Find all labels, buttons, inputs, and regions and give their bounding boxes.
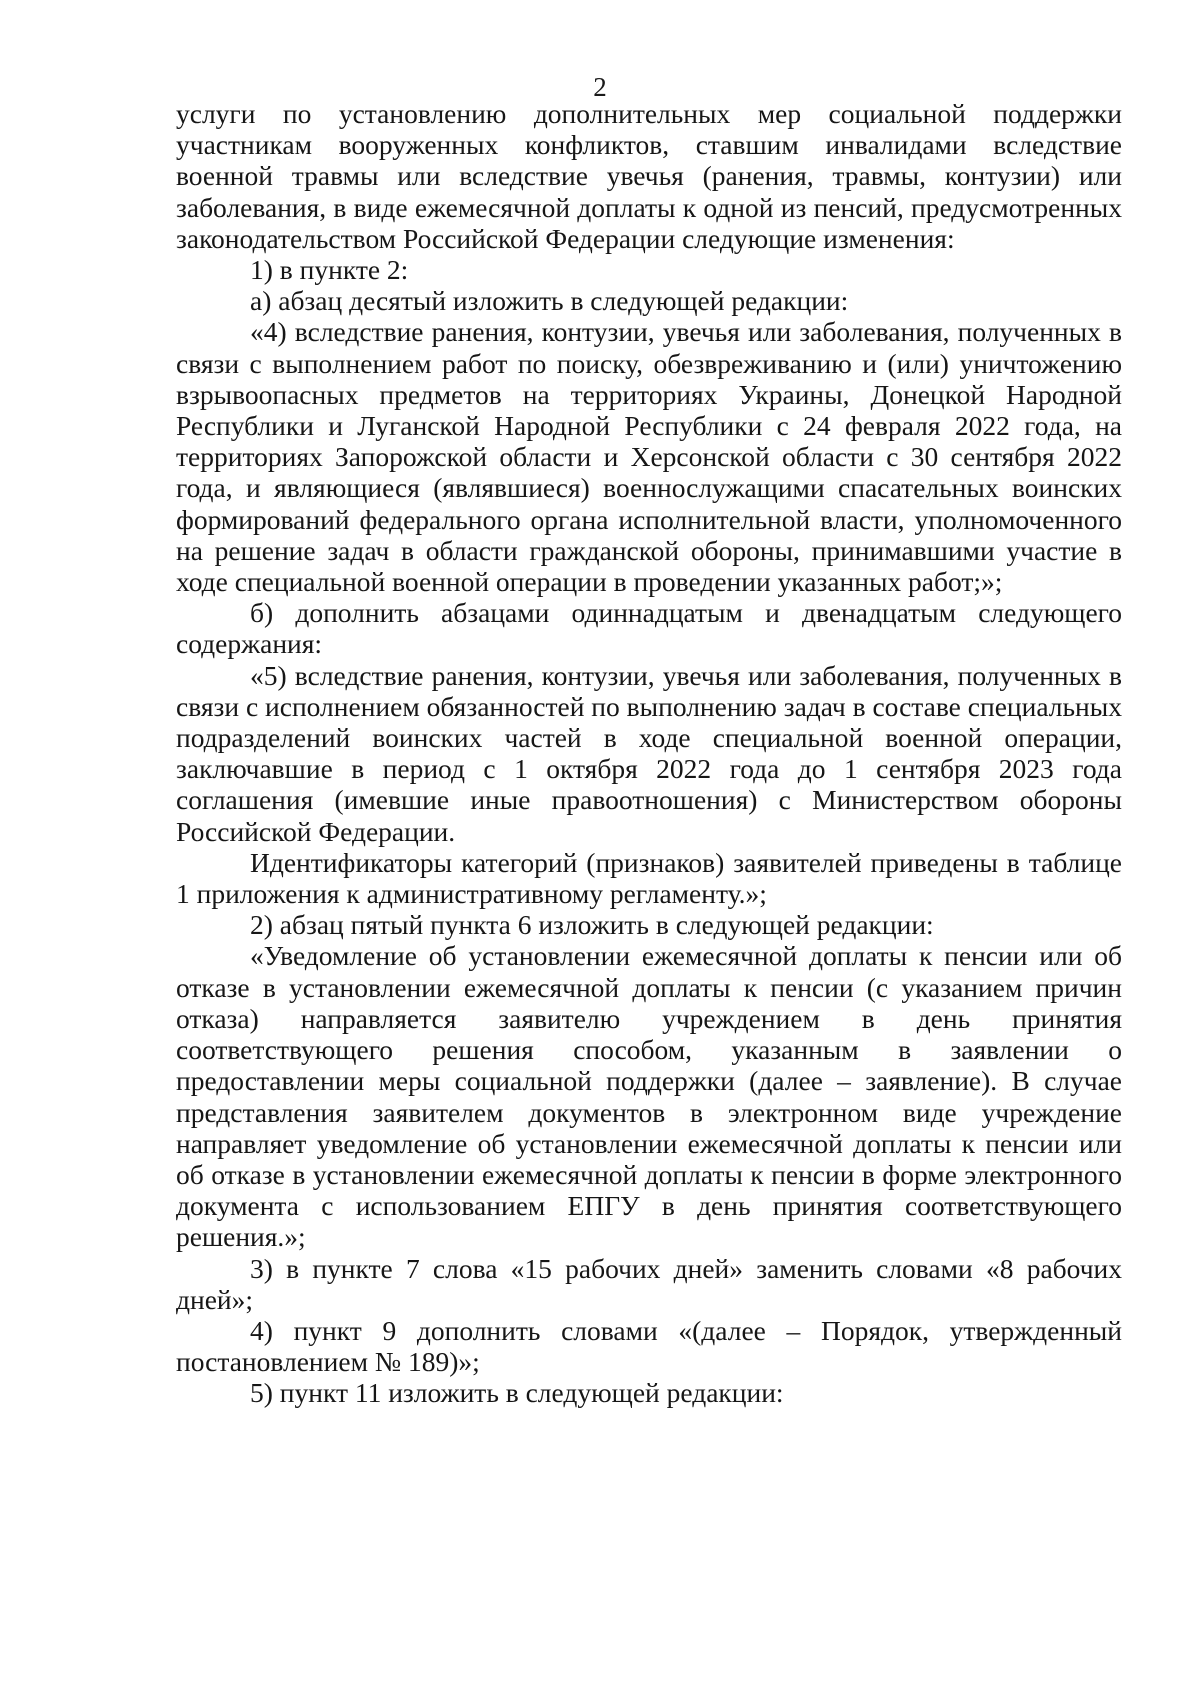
- paragraph-item-4: 4) пункт 9 дополнить словами «(далее – Порядок, утвержденный постановлением № 189)»;: [176, 1314, 1122, 1378]
- paragraph-item-1b: б) дополнить абзацами одиннадцатым и двенадцатым следующего содержания:: [176, 597, 1122, 660]
- paragraph-identifiers: Идентификаторы категорий (признаков) заявителей приведены в таблице 1 приложения к административному регламенту.»;: [176, 846, 1122, 910]
- document-body: [176, 98, 1122, 1409]
- paragraph-quote-5: «5) вследствие ранения, контузии, увечья или заболевания, полученных в связи с исполнением обязанностей по выполнению задач в составе специальных подразделений воинских частей в ходе специальной военной операции, заключавшие в период с 1 октября 2022 года до 1 сентября 2023 года соглашения (имевшие иные правоотношения) с Министерством обороны Российской Федерации.: [176, 659, 1122, 847]
- paragraph-item-1: 1) в пункте 2:: [250, 254, 409, 286]
- paragraph-item-5: 5) пункт 11 изложить в следующей редакции:: [250, 1377, 784, 1409]
- paragraph-notification: «Уведомление об установлении ежемесячной доплаты к пенсии или об отказе в установлении ежемесячной доплаты к пенсии (с указанием причин отказа) направляется заявителю учреждением в день принятия соответствующего решения способом, указанным в заявлении о предоставлении меры социальной поддержки (далее – заявление). В случае представления заявителем документов в электронном виде учреждение направляет уведомление об установлении ежемесячной доплаты к пенсии или об отказе в установлении ежемесячной доплаты к пенсии в форме электронного документа с использованием ЕПГУ в день принятия соответствующего решения.»;: [176, 940, 1122, 1253]
- paragraph-intro: услуги по установлению дополнительных мер социальной поддержки участникам вооруженных конфликтов, ставшим инвалидами вследствие военной травмы или вследствие увечья (ранения, травмы, контузии) или заболевания, в виде ежемесячной доплаты к одной из пенсий, предусмотренных законодательством Российской Федерации следующие изменения:: [176, 98, 1122, 254]
- paragraph-item-1a: а) абзац десятый изложить в следующей редакции:: [250, 285, 849, 317]
- page-number: 2: [593, 72, 607, 102]
- paragraph-item-3: 3) в пункте 7 слова «15 рабочих дней» заменить словами «8 рабочих дней»;: [176, 1252, 1122, 1315]
- paragraph-quote-4: «4) вследствие ранения, контузии, увечья или заболевания, полученных в связи с выполнением работ по поиску, обезвреживанию и (или) уничтожению взрывоопасных предметов на территориях Украины, Донецкой Народной Республики и Луганской Народной Республики с 24 февраля 2022 года, на территориях Запорожской области и Херсонской области с 30 сентября 2022 года, и являющиеся (являвшиеся) военнослужащими спасательных воинских формирований федерального органа исполнительной власти, уполномоченного на решение задач в области гражданской обороны, принимавшими участие в ходе специальной военной операции в проведении указанных работ;»;: [176, 316, 1122, 598]
- paragraph-item-2: 2) абзац пятый пункта 6 изложить в следующей редакции:: [250, 909, 934, 941]
